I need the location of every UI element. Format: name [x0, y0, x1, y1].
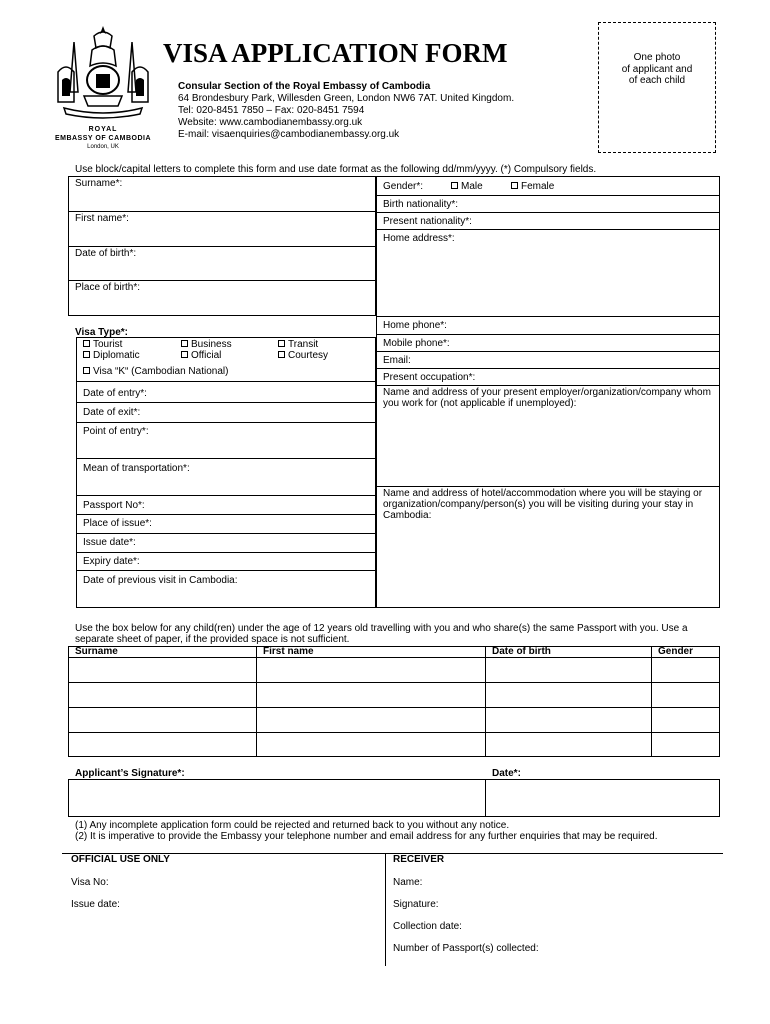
male-label: Male	[461, 181, 483, 192]
tourist-box[interactable]	[83, 340, 90, 347]
present-nationality-input[interactable]	[478, 214, 716, 228]
female-label: Female	[521, 181, 555, 192]
child-surname-input[interactable]	[72, 735, 252, 754]
signature-input[interactable]	[72, 783, 480, 813]
exit-date-label: Date of exit*:	[83, 407, 141, 418]
gender-female-checkbox[interactable]	[511, 181, 554, 192]
courtesy-box[interactable]	[278, 351, 285, 358]
photo-line-1: One photo	[633, 52, 681, 63]
gender-label: Gender*:	[383, 181, 424, 192]
pob-label: Place of birth*:	[75, 282, 141, 293]
child-first-name-input[interactable]	[260, 660, 481, 679]
passport-input[interactable]	[150, 498, 372, 512]
page-title: VISA APPLICATION FORM	[163, 38, 508, 68]
k-label: Visa “K“ (Cambodian National)	[93, 366, 229, 377]
visa-type-label: Visa Type*:	[75, 327, 128, 338]
exit-date-input[interactable]	[148, 405, 372, 420]
occupation-label: Present occupation*:	[383, 372, 476, 383]
business-label: Business	[191, 339, 232, 350]
receiver-signature-label: Signature:	[393, 899, 439, 910]
transport-input[interactable]	[200, 461, 372, 476]
employer-label: Name and address of your present employer/organization/company whom you work for (not applicable if unemployed):	[383, 387, 711, 409]
official-box[interactable]	[181, 351, 188, 358]
visa-no-label: Visa No:	[71, 877, 109, 888]
dob-label: Date of birth*:	[75, 248, 137, 259]
occupation-input[interactable]	[482, 370, 716, 384]
courtesy-label: Courtesy	[288, 350, 329, 361]
hotel-label: Name and address of hotel/accommodation where you will be staying or organization/company/person(s) you will be visiting during your stay in Cambodia:	[383, 488, 703, 521]
child-dob-input[interactable]	[489, 660, 647, 679]
entry-date-label: Date of entry*:	[83, 388, 147, 399]
visa-business-checkbox[interactable]	[181, 339, 232, 350]
royal-crest-icon	[44, 22, 162, 122]
hotel-input[interactable]	[380, 524, 716, 604]
receiver-name-label: Name:	[393, 877, 423, 888]
child-surname-input[interactable]	[72, 660, 252, 679]
mobile-phone-input[interactable]	[456, 336, 716, 350]
surname-input[interactable]	[72, 192, 372, 208]
home-phone-input[interactable]	[452, 318, 716, 332]
entry-point-input[interactable]	[156, 424, 372, 439]
diplomatic-label: Diplomatic	[93, 350, 140, 361]
child-dob-input[interactable]	[489, 685, 647, 704]
official-title: OFFICIAL USE ONLY	[71, 854, 170, 865]
dob-input[interactable]	[72, 262, 372, 278]
collection-date-label: Collection date:	[393, 921, 462, 932]
note-2: (2) It is imperative to provide the Embassy your telephone number and email address for any further enquiries that may be required.	[75, 831, 658, 842]
visa-official-checkbox[interactable]	[181, 350, 221, 361]
photo-line-2: of applicant and	[621, 64, 693, 75]
photo-box[interactable]	[598, 22, 716, 153]
instructions: Use block/capital letters to complete this form and use date format as the following dd/mm/yyyy. (*) Compulsory fields.	[75, 164, 597, 175]
child-gender-input[interactable]	[655, 735, 716, 754]
children-note: Use the box below for any child(ren) under the age of 12 years old travelling with you and who share(s) the same Passport with you. Use a separate sheet of paper, if the provided space is not sufficient.	[75, 623, 688, 645]
birth-nationality-input[interactable]	[472, 197, 716, 211]
home-phone-label: Home phone*:	[383, 320, 447, 331]
visa-diplomatic-checkbox[interactable]	[83, 350, 140, 361]
transit-label: Transit	[288, 339, 319, 350]
col-dob: Date of birth	[492, 646, 551, 657]
child-gender-input[interactable]	[655, 685, 716, 704]
col-gender: Gender	[658, 646, 694, 657]
surname-label: Surname*:	[75, 178, 123, 189]
issue-place-label: Place of issue*:	[83, 518, 152, 529]
receiver-title: RECEIVER	[393, 854, 445, 865]
photo-line-3: of each child	[628, 75, 686, 86]
child-dob-input[interactable]	[489, 735, 647, 754]
logo-royal: ROYAL	[88, 126, 118, 133]
child-first-name-input[interactable]	[260, 685, 481, 704]
visa-k-checkbox[interactable]	[83, 366, 228, 377]
home-address-label: Home address*:	[383, 233, 455, 244]
visa-tourist-checkbox[interactable]	[83, 339, 122, 350]
pob-input[interactable]	[72, 296, 372, 312]
email-input[interactable]	[414, 353, 716, 367]
signature-date-input[interactable]	[490, 783, 716, 813]
child-gender-input[interactable]	[655, 660, 716, 679]
col-first-name: First name	[263, 646, 314, 657]
issue-date-label: Issue date*:	[83, 537, 136, 548]
passports-collected-label: Number of Passport(s) collected:	[393, 943, 539, 954]
issue-place-input[interactable]	[158, 516, 372, 530]
diplomatic-box[interactable]	[83, 351, 90, 358]
child-dob-input[interactable]	[489, 710, 647, 729]
previous-visit-input[interactable]	[80, 589, 372, 604]
issue-date-input[interactable]	[140, 535, 372, 549]
official-label: Official	[191, 350, 222, 361]
embassy-name: Consular Section of the Royal Embassy of Cambodia	[178, 81, 431, 92]
birth-nationality-label: Birth nationality*:	[383, 199, 459, 210]
previous-visit-label: Date of previous visit in Cambodia:	[83, 575, 238, 586]
official-issue-date-label: Issue date:	[71, 899, 120, 910]
embassy-website: Website: www.cambodianembassy.org.uk	[178, 117, 363, 128]
expiry-date-input[interactable]	[144, 554, 372, 568]
first-name-label: First name*:	[75, 213, 129, 224]
email-label: Email:	[383, 355, 411, 366]
transit-box[interactable]	[278, 340, 285, 347]
signature-label: Applicant’s Signature*:	[75, 768, 185, 779]
child-first-name-input[interactable]	[260, 735, 481, 754]
embassy-logo	[44, 22, 162, 152]
embassy-address: 64 Brondesbury Park, Willesden Green, London NW6 7AT. United Kingdom.	[178, 93, 515, 104]
visa-courtesy-checkbox[interactable]	[278, 350, 328, 361]
mobile-phone-label: Mobile phone*:	[383, 338, 450, 349]
transport-label: Mean of transportation*:	[83, 463, 190, 474]
employer-input[interactable]	[380, 412, 716, 484]
tourist-label: Tourist	[93, 339, 123, 350]
date-label: Date*:	[492, 768, 521, 779]
female-box[interactable]	[511, 182, 518, 189]
child-surname-input[interactable]	[72, 685, 252, 704]
expiry-date-label: Expiry date*:	[83, 556, 140, 567]
visa-transit-checkbox[interactable]	[278, 339, 318, 350]
child-surname-input[interactable]	[72, 710, 252, 729]
k-box[interactable]	[83, 367, 90, 374]
logo-london: London, UK	[87, 144, 119, 150]
male-box[interactable]	[451, 182, 458, 189]
child-first-name-input[interactable]	[260, 710, 481, 729]
business-box[interactable]	[181, 340, 188, 347]
logo-embassy: EMBASSY OF CAMBODIA	[54, 135, 152, 142]
col-surname: Surname	[75, 646, 118, 657]
entry-point-label: Point of entry*:	[83, 426, 149, 437]
gender-male-checkbox[interactable]	[451, 181, 483, 192]
note-1: (1) Any incomplete application form could be rejected and returned back to you without any notice.	[75, 820, 510, 831]
first-name-input[interactable]	[72, 227, 372, 243]
present-nationality-label: Present nationality*:	[383, 216, 472, 227]
passport-label: Passport No*:	[83, 500, 145, 511]
embassy-tel: Tel: 020-8451 7850 – Fax: 020-8451 7594	[178, 105, 365, 116]
child-gender-input[interactable]	[655, 710, 716, 729]
embassy-email: E-mail: visaenquiries@cambodianembassy.org.uk	[178, 129, 400, 140]
entry-date-input[interactable]	[156, 385, 372, 400]
home-address-input[interactable]	[380, 246, 716, 312]
